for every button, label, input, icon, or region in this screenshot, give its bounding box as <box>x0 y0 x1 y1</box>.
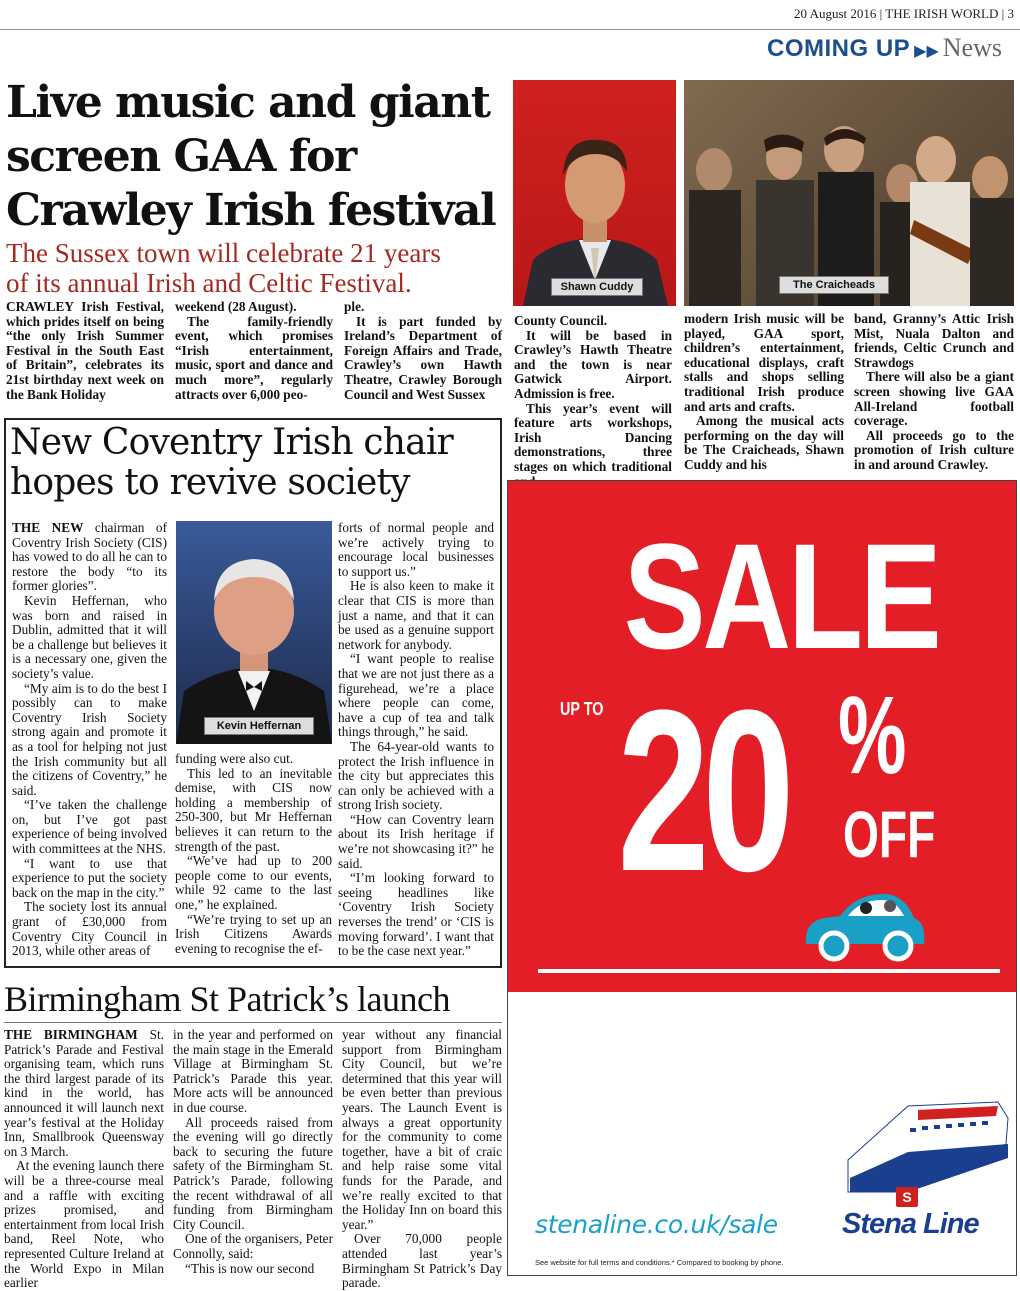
craicheads-photo <box>684 80 1014 306</box>
advert-url[interactable]: stenaline.co.uk/sale <box>535 1210 778 1239</box>
publication-name: THE IRISH WORLD <box>885 6 999 21</box>
photo-caption: The Craicheads <box>779 276 889 294</box>
story1-column-2: weekend (28 August). The family-friendly event, which promises “Irish entertainment, music, sport and dance and much more”, regularly attracts over 6,000 peo- <box>175 299 333 402</box>
discount-amount: 20 <box>617 662 788 919</box>
advert-sale-panel <box>508 481 1016 1147</box>
band-illustration <box>684 80 1014 306</box>
car-icon <box>800 886 930 962</box>
issue-date: 20 August 2016 <box>794 6 877 21</box>
story1-column-5: modern Irish music will be played, GAA sport, children’s entertainment, educational displays, craft stalls and shops selling traditional Irish produce and arts and crafts. Among the musical acts performing on the day will be The Craicheads, Shawn Cuddy and his <box>684 311 844 472</box>
story2-headline: New Coventry Irish chair hopes to revive society <box>10 422 453 503</box>
sale-heading: SALE <box>623 512 939 680</box>
ferry-icon <box>848 1100 1008 1192</box>
running-header <box>0 0 1020 30</box>
portrait-illustration <box>513 80 676 306</box>
story2-column-2: funding were also cut. This led to an inevitable demise, with CIS now holding a membership of 250-300, but Mr Heffernan believes it can return to the strength of the past. “We’ve had up to 200 people come to our events, while 92 came to the last one,” he explained. “We’re trying to set up an Irish Citizens Awards evening to recognise the ef- <box>175 751 332 956</box>
offer-code: HAPPY <box>768 1043 814 1058</box>
page-number: 3 <box>1007 6 1014 21</box>
section-name: News <box>942 33 1002 62</box>
story3-column-3: year without any financial support from Birmingham City Council, but we’re determined that this year will be even better than previous years. The Launch Event is always a great opportunity for the community to come together, have a bit of craic and help raise some vital funds for the Parade, and we’re really excited to that the Holiday Inn on board this year.” Over 70,000 people attended last year’s Birmingham St Patrick’s Day parade. <box>342 1027 502 1291</box>
advert-intro: Here’s an offer to make you smile, so go on, grab yourself a bargain, hop in the car and head over to Ireland. <box>536 998 880 1031</box>
photo-caption: Kevin Heffernan <box>204 717 314 735</box>
advert-deadline: Hurry, don’t miss out, book by 30 August! <box>536 1108 794 1123</box>
story2-lead: THE NEW <box>12 520 84 535</box>
smile-icon: ☺ <box>818 1132 832 1147</box>
up-to-label: UP TO <box>560 699 604 719</box>
story2-column-3: forts of normal people and we’re actively trying to encourage local businesses to support us.” He is also keen to make it clear that CIS is more than just a name, and that it can be used as a genuine support network for anybody. “I want people to realise that we are not just there as a figurehead, we’re a place where people can come, have a cup of tea and talk things through,” he said. The 64-year-old wants to protect the Irish influence in the city but appreciates this can only be achieved with a strong Irish society. “How can Coventry learn about its Irish heritage if we’re not showcasing it?” he said. “I’m looking forward to seeing headlines like ‘Coventry Irish Society reverses the trend’ or ‘CIS is moving forward’. I want that to be the case next year.” <box>338 520 494 959</box>
double-chevron-icon: ▶▶ <box>914 41 939 60</box>
story1-column-1: CRAWLEY Irish Festival, which prides itself on being “the only Irish Summer Festival in the South East of Britain”, celebrates its 21st birthday next week on the Bank Holiday <box>6 299 164 402</box>
story3-column-1: THE BIRMINGHAM St. Patrick’s Parade and Festival organising team, which runs the third largest parade of its kind in the world, has announced it will launch next year’s festival at the Holiday Inn, Smallbrook Queensway on 3 March. At the evening launch there will be a three-course meal and a raffle with exciting prizes promised, and entertainment from local Irish band, Reel Note, who represented Culture Ireland at the World Expo in Milan earlier <box>4 1027 164 1291</box>
percent-sign: % <box>838 674 907 797</box>
story1-column-6: band, Granny’s Attic Irish Mist, Nuala Dalton and friends, Celtic Crunch and Strawdogs There will also be a giant screen showing live GAA All-Ireland football coverage. All proceeds go to the promotion of Irish culture in and around Crawley. <box>854 311 1014 472</box>
story3-lead: THE BIRMINGHAM <box>4 1027 138 1042</box>
advert-small-print: See website for full terms and conditions.* Compared to booking by phone. <box>535 1258 784 1267</box>
advert-ps: PS...Book online - it’s the easy way to save £10* ☺ <box>536 1132 832 1147</box>
story3-headline: Birmingham St Patrick’s launch <box>4 979 450 1019</box>
stena-line-logo: Stena Line <box>842 1208 979 1240</box>
advert-offer: Save yourself up to 20% with offer code HAPPY when you travel to Dublin or Rosslare, anytime from 5 September – 18 December! <box>536 1043 883 1094</box>
divider <box>538 969 1000 973</box>
kevin-heffernan-photo <box>176 521 332 744</box>
photo-caption: Shawn Cuddy <box>551 278 643 296</box>
folio: 20 August 2016 | THE IRISH WORLD | 3 <box>794 6 1014 21</box>
divider <box>4 1022 502 1023</box>
shawn-cuddy-photo <box>513 80 676 306</box>
section-kicker: COMING UP <box>767 35 911 62</box>
story2-column-1: THE NEW chairman of Coventry Irish Society (CIS) has vowed to do all he can to restore the body “to its former glories”. Kevin Heffernan, who was born and raised in Dublin, admitted that it will be a challenge but believes it is a necessary one, given the society’s value. “My aim is to do the best I possibly can to make Coventry Irish Society strong again and promote it as a tool for helping not just the Irish community but all the citizens of Coventry,” he said. “I’ve taken the challenge on, but I’ve got past experience of being involved with committees at the NHS. “I want to use that experience to put the society back on the map in the city.” The society lost its annual grant of £30,000 from Coventry City Council in 2013, while other areas of <box>12 520 167 959</box>
story1-standfirst: The Sussex town will celebrate 21 years of its annual Irish and Celtic Festival. <box>6 238 441 298</box>
section-label <box>767 33 1002 63</box>
off-label: OFF <box>843 797 936 871</box>
stena-logo-badge: S <box>896 1187 918 1207</box>
story1-headline: Live music and giant screen GAA for Crawley Irish festival <box>6 77 496 236</box>
story1-column-4: County Council. It will be based in Crawley’s Hawth Theatre and the town is near Gatwick Airport. Admission is free. This year’s event will feature arts workshops, Irish Dancing demonstrations, three stages on which traditional <box>514 313 672 474</box>
story3-column-2: in the year and performed on the main stage in the Emerald Village at Birmingham St. Patrick’s Parade this year. More acts will be announced in due course. All proceeds raised from the evening will go directly back to securing the future safety of the Birmingham St. Patrick’s Parade, following the recent withdrawal of all funding from Birmingham City Council. One of the organisers, Peter Connolly, said: “This is now our second <box>173 1027 333 1276</box>
story1-column-3: ple. It is part funded by Ireland’s Department of Foreign Affairs and Trade, Crawley’s own Hawth Theatre, Crawley Borough Council and West Sussex <box>344 299 502 402</box>
portrait-illustration <box>176 521 332 744</box>
